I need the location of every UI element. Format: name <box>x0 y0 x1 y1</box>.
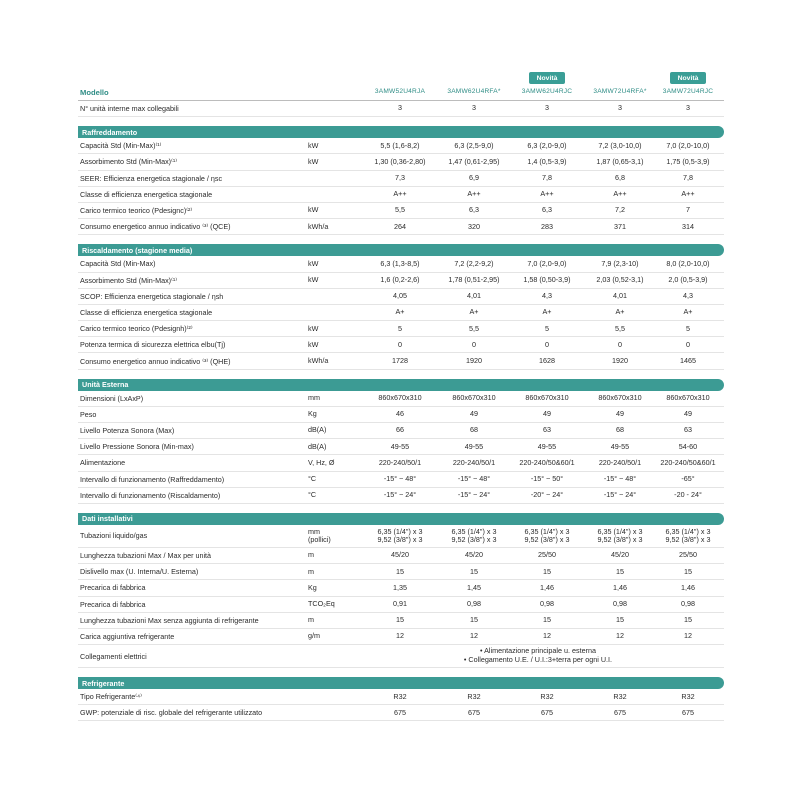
row-label: Assorbimento Std (Min-Max)⁽¹⁾ <box>80 157 177 167</box>
value-cell: 2,0 (0,5-3,9) <box>668 274 708 284</box>
value-cell: A++ <box>681 189 695 199</box>
table-row <box>78 219 724 235</box>
row-label: Precarica di fabbrica <box>80 583 146 593</box>
value-cell: -20° ~ 24° <box>530 490 564 500</box>
value-cell: 45/20 <box>391 550 409 560</box>
value-cell: 675 <box>682 707 694 717</box>
value-cell: 45/20 <box>465 550 483 560</box>
value-cell: 15 <box>616 615 624 625</box>
row-label: Alimentazione <box>80 458 126 468</box>
merged-cell <box>408 645 668 667</box>
value-cell: 7 <box>686 205 690 215</box>
value-cell: 6,35 (1/4") x 3 9,52 (3/8") x 3 <box>665 526 711 544</box>
row-label: Dislivello max (U. Interna/U. Esterna) <box>80 567 199 577</box>
value-cell: 0,98 <box>540 598 554 608</box>
row-unit: Kg <box>308 409 317 419</box>
model-name: 3AMW72U4RFA* <box>593 88 647 95</box>
value-cell: 675 <box>614 707 626 717</box>
table-row <box>78 305 724 321</box>
table-row <box>78 203 724 219</box>
value-cell: 1920 <box>466 355 482 365</box>
value-cell: 675 <box>468 707 480 717</box>
value-cell: -65° <box>681 474 695 484</box>
row-label: SCOP: Efficienza energetica stagionale / ηsh <box>80 291 224 301</box>
table-row <box>78 689 724 705</box>
row-label: Lunghezza tubazioni Max / Max per unità <box>80 551 212 561</box>
value-cell: 49 <box>616 409 624 419</box>
value-cell: 1,30 (0,36-2,80) <box>374 156 426 166</box>
row-label: Livello Pressione Sonora (Min-max) <box>80 442 194 452</box>
value-cell: 46 <box>396 409 404 419</box>
value-cell: 0 <box>545 339 549 349</box>
value-cell: 54-60 <box>678 441 698 451</box>
table-row <box>78 391 724 407</box>
table-row <box>78 423 724 439</box>
value-cell: 1,87 (0,65-3,1) <box>596 156 644 166</box>
row-label: Peso <box>80 409 97 419</box>
value-cell: 49 <box>470 409 478 419</box>
value-cell: A+ <box>395 307 405 317</box>
row-label: Classe di efficienza energetica stagionale <box>80 307 213 317</box>
value-cell: 6,3 (1,3-8,5) <box>380 258 420 268</box>
badge-row <box>78 72 724 86</box>
value-cell: 0 <box>472 339 476 349</box>
value-cell: 63 <box>543 425 551 435</box>
table-row <box>78 488 724 504</box>
row-label: Lunghezza tubazioni Max senza aggiunta di refrigerante <box>80 615 259 625</box>
value-cell: -15° ~ 24° <box>603 490 637 500</box>
section-header: Riscaldamento (stagione media) <box>78 244 724 256</box>
row-label: Assorbimento Std (Min-Max)⁽¹⁾ <box>80 275 177 285</box>
value-cell: 25/50 <box>538 550 556 560</box>
value-cell: 7,8 <box>683 173 693 183</box>
row-unit: dB(A) <box>308 425 327 435</box>
value-cell: 15 <box>616 566 624 576</box>
row-label: Carica aggiuntiva refrigerante <box>80 631 175 641</box>
value-cell: 5 <box>398 323 402 333</box>
merged-line: • Collegamento U.E. / U.I.:3+terra per ogni U.I. <box>463 655 613 665</box>
value-cell: 1920 <box>612 355 628 365</box>
value-cell: 6,35 (1/4") x 3 9,52 (3/8") x 3 <box>524 526 570 544</box>
value-cell: A++ <box>540 189 554 199</box>
row-unit: kW <box>308 258 319 268</box>
row-unit: m <box>308 550 314 560</box>
value-cell: 6,35 (1/4") x 3 9,52 (3/8") x 3 <box>597 526 643 544</box>
table-row <box>78 171 724 187</box>
value-cell: 6,8 <box>615 173 625 183</box>
value-cell: 860x670x310 <box>525 393 569 403</box>
row-label: Intervallo di funzionamento (Riscaldamento) <box>80 490 221 500</box>
value-cell: 5,5 (1,6-8,2) <box>380 140 420 150</box>
value-cell: 1728 <box>392 355 408 365</box>
value-cell: 12 <box>616 631 624 641</box>
value-cell: 15 <box>396 615 404 625</box>
value-cell: 3 <box>398 103 402 113</box>
value-cell: 1,46 <box>540 582 554 592</box>
section-header: Unità Esterna <box>78 379 724 391</box>
value-cell: 7,0 (2,0-10,0) <box>666 140 710 150</box>
value-cell: 264 <box>394 221 406 231</box>
merged-line: • Alimentazione principale u. esterna <box>480 646 596 656</box>
row-unit: kW <box>308 205 319 215</box>
value-cell: 15 <box>470 566 478 576</box>
model-header <box>78 86 724 101</box>
value-cell: 15 <box>684 615 692 625</box>
value-cell: A++ <box>613 189 627 199</box>
value-cell: 68 <box>470 425 478 435</box>
row-unit: kW <box>308 274 319 284</box>
row-unit: V, Hz, Ø <box>308 457 335 467</box>
table-row <box>78 256 724 272</box>
value-cell: 49 <box>543 409 551 419</box>
value-cell: 1,58 (0,50-3,9) <box>523 274 571 284</box>
value-cell: 0,91 <box>393 598 407 608</box>
row-unit: Kg <box>308 582 317 592</box>
table-row <box>78 455 724 471</box>
row-unit: kW <box>308 339 319 349</box>
value-cell: 6,9 <box>469 173 479 183</box>
table-row <box>78 580 724 596</box>
value-cell: 220-240/50&60/1 <box>660 457 716 467</box>
value-cell: 1,47 (0,61-2,95) <box>448 156 500 166</box>
value-cell: A+ <box>469 307 479 317</box>
value-cell: R32 <box>613 691 627 701</box>
model-name: 3AMW62U4RJC <box>521 88 573 95</box>
section-header: Refrigerante <box>78 677 724 689</box>
value-cell: 1,46 <box>681 582 695 592</box>
value-cell: 15 <box>543 566 551 576</box>
value-cell: 1,45 <box>467 582 481 592</box>
value-cell: 15 <box>470 615 478 625</box>
table-row <box>78 439 724 455</box>
value-cell: 15 <box>543 615 551 625</box>
row-label: Livello Potenza Sonora (Max) <box>80 426 175 436</box>
value-cell: -15° ~ 24° <box>457 490 491 500</box>
row-unit: kW <box>308 323 319 333</box>
value-cell: 220-240/50/1 <box>452 457 496 467</box>
row-unit: °C <box>308 490 317 500</box>
row-unit: kW <box>308 140 319 150</box>
value-cell: -15° ~ 48° <box>603 474 637 484</box>
row-unit: dB(A) <box>308 441 327 451</box>
value-cell: 6,3 (2,0-9,0) <box>527 140 567 150</box>
value-cell: 49-55 <box>390 441 410 451</box>
row-label: SEER: Efficienza energetica stagionale / ηsc <box>80 173 223 183</box>
model-name: 3AMW62U4RFA* <box>447 88 501 95</box>
value-cell: 7,3 <box>395 173 405 183</box>
row-label: Consumo energetico annuo indicativo ⁽³⁾ (QCE) <box>80 222 231 232</box>
spec-body <box>78 101 724 721</box>
value-cell: R32 <box>467 691 481 701</box>
row-label: Tipo Refrigerante⁽⁴⁾ <box>80 692 142 702</box>
row-label: Potenza termica di sicurezza elettrica elbu(Tj) <box>80 340 226 350</box>
value-cell: 6,3 <box>542 205 552 215</box>
value-cell: 6,3 <box>469 205 479 215</box>
table-row <box>78 337 724 353</box>
table-row <box>78 407 724 423</box>
value-cell: 7,0 (2,0-9,0) <box>527 258 567 268</box>
value-cell: 1628 <box>539 355 555 365</box>
value-cell: 12 <box>396 631 404 641</box>
row-unit: g/m <box>308 631 320 641</box>
new-badge: Novità <box>670 72 706 84</box>
value-cell: A+ <box>615 307 625 317</box>
value-cell: 7,2 (3,0-10,0) <box>598 140 642 150</box>
section-header: Raffreddamento <box>78 126 724 138</box>
value-cell: 5,5 <box>615 323 625 333</box>
value-cell: 283 <box>541 221 553 231</box>
value-cell: R32 <box>540 691 554 701</box>
value-cell: 3 <box>686 103 690 113</box>
table-row <box>78 289 724 305</box>
value-cell: 1,6 (0,2-2,6) <box>380 274 420 284</box>
value-cell: 12 <box>470 631 478 641</box>
row-label: Capacità Std (Min-Max) <box>80 259 156 269</box>
model-name: 3AMW52U4RJA <box>374 88 426 95</box>
row-label: Tubazioni liquido/gas <box>80 531 148 541</box>
table-row <box>78 613 724 629</box>
top-spacer <box>78 0 724 72</box>
table-row <box>78 548 724 564</box>
value-cell: 1465 <box>680 355 696 365</box>
row-unit: kW <box>308 156 319 166</box>
value-cell: 675 <box>394 707 406 717</box>
row-label: GWP: potenziale di risc. globale del refrigerante utilizzato <box>80 708 263 718</box>
row-label: Carico termico teorico (Pdesignh)⁽²⁾ <box>80 324 193 334</box>
value-cell: 12 <box>684 631 692 641</box>
row-label: Intervallo di funzionamento (Raffreddamento) <box>80 474 225 484</box>
value-cell: 7,2 (2,2-9,2) <box>454 258 494 268</box>
row-label: Collegamenti elettrici <box>80 651 147 661</box>
value-cell: 860x670x310 <box>598 393 642 403</box>
value-cell: 0,98 <box>467 598 481 608</box>
value-cell: 7,2 <box>615 205 625 215</box>
value-cell: 49-55 <box>464 441 484 451</box>
row-label: Consumo energetico annuo indicativo ⁽³⁾ (QHE) <box>80 356 231 366</box>
table-row <box>78 353 724 369</box>
value-cell: 860x670x310 <box>666 393 710 403</box>
value-cell: -15° ~ 48° <box>383 474 417 484</box>
value-cell: 675 <box>541 707 553 717</box>
value-cell: -15° ~ 48° <box>457 474 491 484</box>
value-cell: -20 - 24° <box>674 490 702 500</box>
value-cell: 7,9 (2,3-10) <box>601 258 639 268</box>
value-cell: -15° ~ 24° <box>383 490 417 500</box>
table-row <box>78 564 724 580</box>
row-label: Capacità Std (Min-Max)⁽¹⁾ <box>80 141 162 151</box>
value-cell: 6,3 (2,5-9,0) <box>454 140 494 150</box>
value-cell: 0 <box>398 339 402 349</box>
value-cell: 49-55 <box>610 441 630 451</box>
value-cell: A++ <box>393 189 407 199</box>
value-cell: 860x670x310 <box>452 393 496 403</box>
row-label: Dimensioni (LxAxP) <box>80 393 144 403</box>
value-cell: 66 <box>396 425 404 435</box>
value-cell: 5,5 <box>469 323 479 333</box>
value-cell: 63 <box>684 425 692 435</box>
value-cell: 1,46 <box>613 582 627 592</box>
value-cell: 0,98 <box>613 598 627 608</box>
row-unit: TCO₂Eq <box>308 598 335 608</box>
value-cell: 15 <box>396 566 404 576</box>
value-cell: 314 <box>682 221 694 231</box>
value-cell: 4,3 <box>683 291 693 301</box>
row-label: N° unità interne max collegabili <box>80 104 179 114</box>
table-row <box>78 273 724 289</box>
value-cell: 45/20 <box>611 550 629 560</box>
value-cell: 1,78 (0,51-2,95) <box>448 274 500 284</box>
model-header-label: Modello <box>80 88 109 97</box>
value-cell: 49 <box>684 409 692 419</box>
value-cell: 4,3 <box>542 291 552 301</box>
value-cell: 15 <box>684 566 692 576</box>
row-unit: m <box>308 566 314 576</box>
section-header: Dati installativi <box>78 513 724 525</box>
row-unit: kWh/a <box>308 355 329 365</box>
value-cell: 5,5 <box>395 205 405 215</box>
row-unit: mm <box>308 393 320 403</box>
table-row <box>78 597 724 613</box>
table-row <box>78 472 724 488</box>
value-cell: R32 <box>681 691 695 701</box>
value-cell: 6,35 (1/4") x 3 9,52 (3/8") x 3 <box>451 526 497 544</box>
table-row <box>78 138 724 154</box>
spec-sheet <box>78 0 724 721</box>
value-cell: 320 <box>468 221 480 231</box>
row-label: Carico termico teorico (Pdesignc)⁽²⁾ <box>80 206 193 216</box>
table-row <box>78 705 724 721</box>
value-cell: 5 <box>686 323 690 333</box>
value-cell: 1,4 (0,5-3,9) <box>527 156 567 166</box>
row-label: Classe di efficienza energetica stagionale <box>80 189 213 199</box>
value-cell: A+ <box>683 307 693 317</box>
value-cell: 49-55 <box>537 441 557 451</box>
value-cell: 3 <box>472 103 476 113</box>
table-row <box>78 187 724 203</box>
table-row <box>78 629 724 645</box>
row-unit: mm (pollici) <box>308 526 331 544</box>
value-cell: 8,0 (2,0-10,0) <box>666 258 710 268</box>
table-row <box>78 101 724 117</box>
table-row <box>78 154 724 170</box>
value-cell: 0,98 <box>681 598 695 608</box>
value-cell: 68 <box>616 425 624 435</box>
value-cell: 6,35 (1/4") x 3 9,52 (3/8") x 3 <box>377 526 423 544</box>
value-cell: 371 <box>614 221 626 231</box>
table-row <box>78 321 724 337</box>
row-unit: kWh/a <box>308 221 329 231</box>
value-cell: A++ <box>467 189 481 199</box>
value-cell: -15° ~ 50° <box>530 474 564 484</box>
value-cell: 220-240/50/1 <box>598 457 642 467</box>
value-cell: 4,01 <box>613 291 627 301</box>
value-cell: 0 <box>618 339 622 349</box>
row-label: Precarica di fabbrica <box>80 599 146 609</box>
new-badge: Novità <box>529 72 565 84</box>
value-cell: 0 <box>686 339 690 349</box>
table-row <box>78 645 724 668</box>
value-cell: 12 <box>543 631 551 641</box>
value-cell: 220-240/50&60/1 <box>519 457 575 467</box>
value-cell: 25/50 <box>679 550 697 560</box>
table-row <box>78 525 724 548</box>
row-unit: m <box>308 615 314 625</box>
value-cell: 4,05 <box>393 291 407 301</box>
model-name: 3AMW72U4RJC <box>662 88 714 95</box>
value-cell: 3 <box>618 103 622 113</box>
value-cell: 2,03 (0,52-3,1) <box>596 274 644 284</box>
row-unit: °C <box>308 474 317 484</box>
value-cell: 1,35 <box>393 582 407 592</box>
value-cell: 1,75 (0,5-3,9) <box>666 156 710 166</box>
value-cell: 7,8 <box>542 173 552 183</box>
value-cell: 860x670x310 <box>378 393 422 403</box>
value-cell: 4,01 <box>467 291 481 301</box>
value-cell: 5 <box>545 323 549 333</box>
value-cell: R32 <box>393 691 407 701</box>
value-cell: 3 <box>545 103 549 113</box>
value-cell: 220-240/50/1 <box>378 457 422 467</box>
value-cell: A+ <box>542 307 552 317</box>
